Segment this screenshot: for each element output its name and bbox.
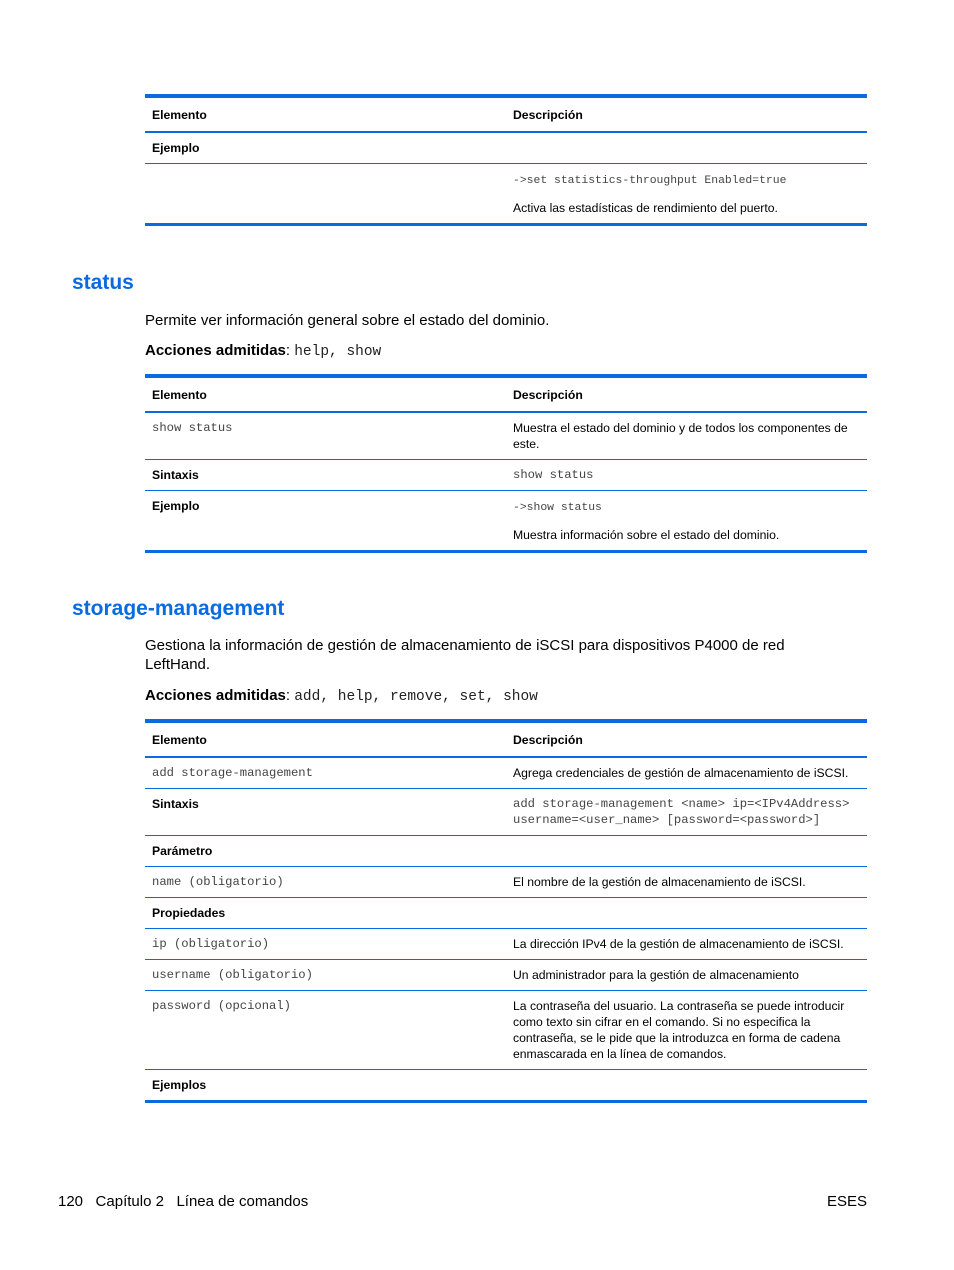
example-description: Activa las estadísticas de rendimiento del puerto. [513, 201, 778, 215]
property-password-description: La contraseña del usuario. La contraseña se puede introducir como texto sin cifrar en el comando. Si no especifica la contraseña, se le pide que la introduzca en forma de cadena enmascarada en la línea de comandos. [506, 991, 867, 1070]
status-intro: Permite ver información general sobre el estado del dominio. [145, 312, 550, 329]
example-description: Muestra información sobre el estado del dominio. [513, 528, 780, 542]
empty-cell [506, 132, 867, 164]
page-footer-locale: ESES [826, 1193, 867, 1210]
table-header [145, 96, 867, 132]
section-title-status: status [72, 271, 134, 294]
command-add-storage-management: add storage-management [145, 757, 506, 789]
page-number: 120 [58, 1193, 84, 1210]
property-password: password (opcional) [145, 991, 506, 1070]
property-ip-description: La dirección IPv4 de la gestión de almacenamiento de iSCSI. [506, 929, 867, 960]
example-command: ->set statistics-throughput Enabled=true [513, 175, 787, 187]
row-label-parametro: Parámetro [145, 836, 506, 867]
row-label-ejemplo: Ejemplo [152, 499, 200, 513]
page-footer-left [58, 1192, 308, 1211]
table-row [145, 1070, 867, 1102]
chapter-label: Capítulo 2 [95, 1193, 164, 1210]
property-username: username (obligatorio) [145, 960, 506, 991]
header-descripcion: Descripción [506, 721, 867, 757]
table-status [145, 374, 867, 553]
table-row [145, 867, 867, 898]
property-ip: ip (obligatorio) [145, 929, 506, 960]
command-show-status: show status [145, 412, 506, 460]
table-header [145, 721, 867, 757]
chapter-title: Línea de comandos [176, 1193, 309, 1210]
command-description: Muestra el estado del dominio y de todos los componentes de este. [506, 412, 867, 460]
actions-separator: : [285, 687, 295, 704]
row-label-ejemplos: Ejemplos [152, 1078, 207, 1092]
header-descripcion: Descripción [506, 376, 867, 412]
empty-cell [145, 164, 506, 225]
example-cell [506, 164, 867, 225]
header-elemento: Elemento [145, 96, 506, 132]
actions-list: add, help, remove, set, show [294, 689, 538, 705]
command-description: Agrega credenciales de gestión de almacenamiento de iSCSI. [506, 757, 867, 789]
empty-cell [506, 836, 867, 867]
table-row [145, 412, 867, 460]
actions-list: help, show [294, 344, 382, 360]
empty-cell [506, 1070, 867, 1102]
param-name: name (obligatorio) [145, 867, 506, 898]
actions-label: Acciones admitidas [145, 342, 286, 359]
syntax-value: add storage-management <name> ip=<IPv4Address> username=<user_name> [password=<password>] [506, 789, 867, 836]
table-row [145, 960, 867, 991]
table-storage-management [145, 719, 867, 1103]
header-elemento: Elemento [145, 721, 506, 757]
row-label-propiedades: Propiedades [145, 898, 506, 929]
example-cell [506, 491, 867, 552]
header-descripcion: Descripción [506, 96, 867, 132]
table-row [145, 789, 867, 836]
example-command: ->show status [513, 502, 602, 514]
table-header [145, 376, 867, 412]
row-label-sintaxis: Sintaxis [145, 789, 506, 836]
table-row [145, 898, 867, 929]
storage-actions [145, 686, 845, 707]
table-row [145, 757, 867, 789]
table-row [145, 491, 867, 552]
empty-cell [506, 898, 867, 929]
table-row [145, 929, 867, 960]
table-top [145, 94, 867, 226]
header-elemento: Elemento [145, 376, 506, 412]
table-row [145, 991, 867, 1070]
actions-label: Acciones admitidas [145, 687, 286, 704]
row-label-ejemplo: Ejemplo [145, 132, 506, 164]
actions-separator: : [285, 342, 295, 359]
storage-intro: Gestiona la información de gestión de almacenamiento de iSCSI para dispositivos P4000 de red LeftHand. [145, 637, 785, 673]
table-row [145, 836, 867, 867]
section-title-storage-management: storage-management [72, 597, 285, 620]
table-row [145, 460, 867, 491]
property-username-description: Un administrador para la gestión de almacenamiento [506, 960, 867, 991]
row-label-sintaxis: Sintaxis [145, 460, 506, 491]
table-row [145, 164, 867, 225]
table-row [145, 132, 867, 164]
param-name-description: El nombre de la gestión de almacenamiento de iSCSI. [506, 867, 867, 898]
syntax-value: show status [506, 460, 867, 491]
status-actions [145, 341, 845, 362]
